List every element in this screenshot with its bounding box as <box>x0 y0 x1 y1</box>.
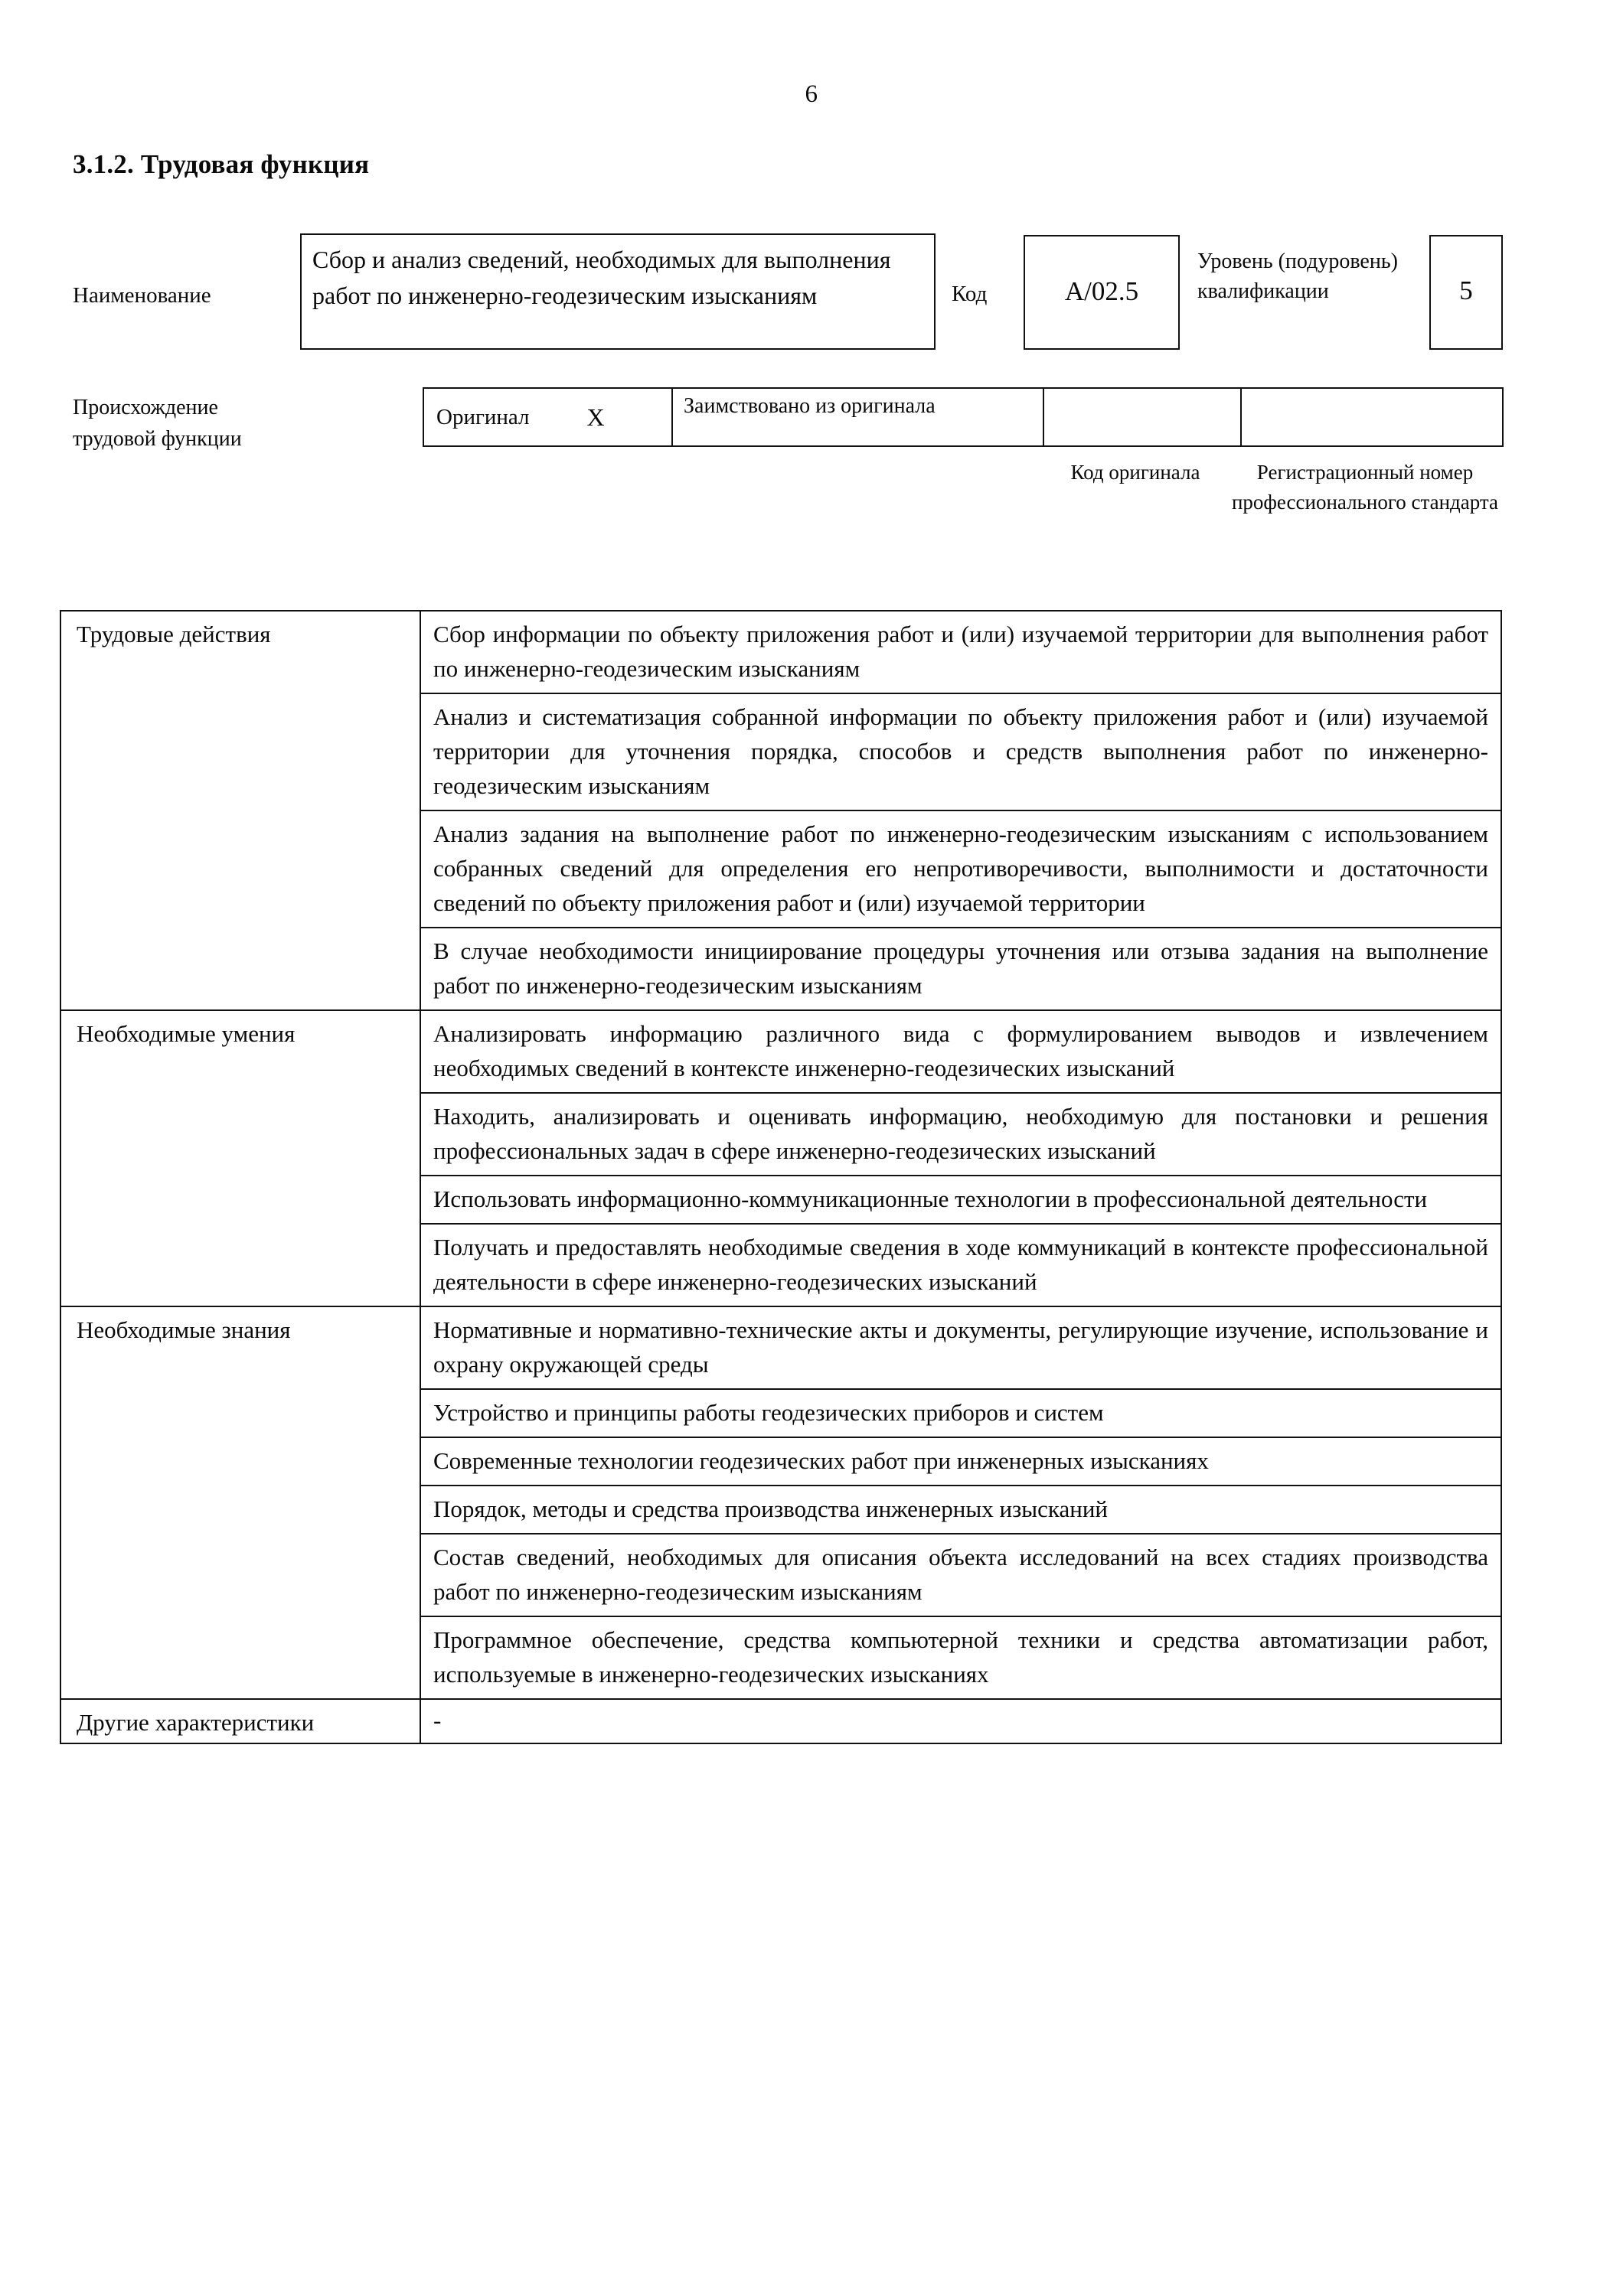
qualification-level-value: 5 <box>1459 276 1473 305</box>
label-qualification-level: Уровень (подуровень) квалификации <box>1197 249 1398 303</box>
section-item-dash: - <box>420 1699 1501 1743</box>
section-item-cell: Получать и предоставлять необходимые сведения в ходе коммуникаций в контексте профессиональной деятельности в сфере инженерно-геодезических изысканий <box>420 1224 1501 1306</box>
function-code-box <box>1024 235 1180 350</box>
section-item-cell: Состав сведений, необходимых для описания объекта исследований на всех стадиях производства работ по инженерно-геодезическим изысканиям <box>420 1534 1501 1616</box>
label-naimenovanie: Наименование <box>73 283 211 308</box>
caption-code-of-original: Код оригинала <box>1070 461 1200 484</box>
section-header-cell: Другие характеристики <box>60 1699 420 1743</box>
origin-code-cell <box>1044 389 1242 445</box>
section-item-cell: Анализ и систематизация собранной информации по объекту приложения работ и (или) изучаемой территории для уточнения порядка, способов и средств выполнения работ по инженерно-геодезическим изысканиям <box>420 693 1501 810</box>
section-item-cell: Использовать информационно-коммуникационные технологии в профессиональной деятельности <box>420 1176 1501 1224</box>
section-item-cell: В случае необходимости инициирование процедуры уточнения или отзыва задания на выполнение работ по инженерно-геодезическим изысканиям <box>420 928 1501 1010</box>
function-code-value: А/02.5 <box>1064 276 1139 306</box>
section-header-cell: Необходимые умения <box>60 1010 420 1306</box>
table-row <box>60 1699 1501 1743</box>
origin-original-cell <box>424 389 673 445</box>
section-item-cell: Анализ задания на выполнение работ по инженерно-геодезическим изысканиям с использованием собранных сведений для определения его непротиворечивости, выполнимости и достаточности сведений по объекту приложения работ и (или) изучаемой территории <box>420 810 1501 928</box>
section-header-cell: Трудовые действия <box>60 611 420 1010</box>
section-heading: 3.1.2. Трудовая функция <box>73 149 370 179</box>
caption-registration-number: Регистрационный номер профессионального стандарта <box>1231 461 1499 514</box>
qualification-level-box <box>1429 235 1503 350</box>
table-row <box>60 1010 1501 1093</box>
label-kod: Код <box>952 282 988 306</box>
table-row <box>60 611 1501 693</box>
origin-borrowed-cell <box>673 389 1044 445</box>
origin-registration-cell <box>1242 389 1502 445</box>
section-item-cell: Современные технологии геодезических работ при инженерных изысканиях <box>420 1437 1501 1486</box>
page-number: 6 <box>805 80 818 108</box>
section-item-cell: Порядок, методы и средства производства инженерных изысканий <box>420 1486 1501 1534</box>
section-header-cell: Необходимые знания <box>60 1306 420 1699</box>
section-item-cell: Анализировать информацию различного вида с формулированием выводов и извлечением необходимых сведений в контексте инженерно-геодезических изысканий <box>420 1010 1501 1093</box>
origin-original-mark: X <box>586 403 605 431</box>
function-name-box <box>300 233 936 350</box>
section-item-cell: Находить, анализировать и оценивать информацию, необходимую для постановки и решения профессиональных задач в сфере инженерно-геодезических изысканий <box>420 1093 1501 1176</box>
origin-original-label: Оригинал <box>436 404 530 429</box>
origin-borrowed-label: Заимствовано из оригинала <box>684 394 936 418</box>
section-item-cell: Программное обеспечение, средства компьютерной техники и средства автоматизации работ, используемые в инженерно-геодезических изысканиях <box>420 1616 1501 1699</box>
labour-function-table <box>60 610 1502 1744</box>
labour-function-table-body <box>60 611 1501 1743</box>
origin-row-table <box>423 387 1504 447</box>
section-item-cell: Сбор информации по объекту приложения работ и (или) изучаемой территории для выполнения работ по инженерно-геодезическим изысканиям <box>420 611 1501 693</box>
table-row <box>60 1306 1501 1389</box>
function-name-value: Сбор и анализ сведений, необходимых для выполнения работ по инженерно-геодезическим изысканиям <box>312 246 891 309</box>
section-item-cell: Устройство и принципы работы геодезических приборов и систем <box>420 1389 1501 1437</box>
section-item-cell: Нормативные и нормативно-технические акты и документы, регулирующие изучение, использование и охрану окружающей среды <box>420 1306 1501 1389</box>
label-origin: Происхождение трудовой функции <box>73 396 242 451</box>
